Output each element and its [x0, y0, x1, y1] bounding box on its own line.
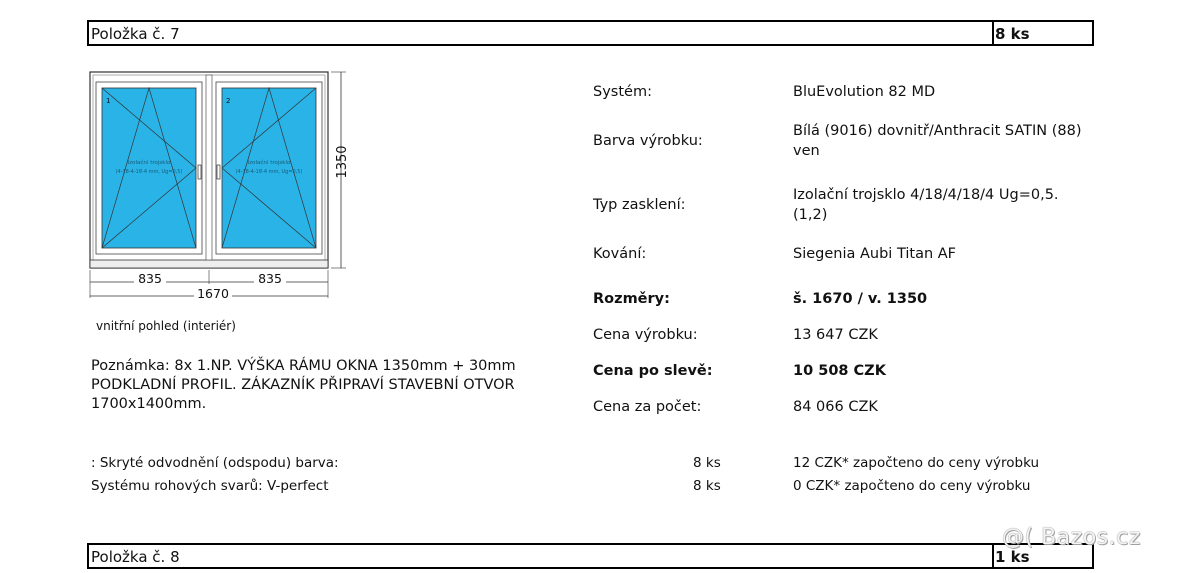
extra-price: 12 CZK* započteno do ceny výrobku	[793, 455, 1040, 471]
spec-value-hardware: Siegenia Aubi Titan AF	[793, 246, 957, 262]
spec-label-discount-price: Cena po slevě:	[593, 363, 713, 379]
item-note: Poznámka: 8x 1.NP. VÝŠKA RÁMU OKNA 1350mm + 30mm PODKLADNÍ PROFIL. ZÁKAZNÍK PŘIPRAVÍ STAVEBNÍ OTVOR 1700x1400mm.	[91, 358, 516, 412]
extra-qty: 8 ks	[693, 455, 721, 471]
extra-name: : Skryté odvodnění (odspodu) barva:	[91, 455, 339, 471]
spec-label-price: Cena výrobku:	[593, 327, 698, 343]
item-quantity: 8 ks	[995, 25, 1030, 43]
spec-label-glazing: Typ zasklení:	[593, 197, 686, 213]
watermark: @( Bazos.cz	[1002, 525, 1141, 550]
spec-value-price: 13 647 CZK	[793, 327, 878, 343]
dimension-right: 835	[258, 271, 282, 286]
glass-spec-left: (4-18-4-18-4 mm, Ug=0,5)	[115, 169, 183, 175]
view-caption: vnitřní pohled (interiér)	[96, 319, 236, 333]
window-drawing	[88, 70, 358, 310]
extra-price: 0 CZK* započteno do ceny výrobku	[793, 478, 1031, 494]
spec-value-glazing: Izolační trojsklo 4/18/4/18/4 Ug=0,5. (1,2)	[793, 187, 1059, 223]
qty-divider	[992, 543, 994, 569]
glass-label-left: Izolační trojsklo	[127, 160, 171, 166]
glass-label-right: Izolační trojsklo	[247, 160, 291, 166]
spec-label-system: Systém:	[593, 84, 652, 100]
spec-value-color: Bílá (9016) dovnitř/Anthracit SATIN (88) ven	[793, 123, 1082, 159]
extra-qty: 8 ks	[693, 478, 721, 494]
item-header-bar	[87, 20, 1094, 46]
spec-label-color: Barva výrobku:	[593, 133, 703, 149]
item-header-bar	[87, 543, 1094, 569]
spec-label-hardware: Kování:	[593, 246, 647, 262]
sash-number-left: 1	[106, 97, 111, 105]
item-title: Položka č. 7	[91, 25, 180, 43]
spec-value-dimensions: š. 1670 / v. 1350	[793, 291, 928, 307]
dimension-total: 1670	[197, 286, 229, 301]
spec-label-total-price: Cena za počet:	[593, 399, 702, 415]
extra-name: Systému rohových svarů: V-perfect	[91, 478, 329, 494]
spec-value-system: BluEvolution 82 MD	[793, 84, 936, 100]
spec-value-discount-price: 10 508 CZK	[793, 363, 886, 379]
qty-divider	[992, 20, 994, 46]
sash-number-right: 2	[226, 97, 231, 105]
dimension-left: 835	[138, 271, 162, 286]
glass-spec-right: (4-18-4-18-4 mm, Ug=0,5)	[235, 169, 303, 175]
spec-value-total-price: 84 066 CZK	[793, 399, 878, 415]
item-title: Položka č. 8	[91, 548, 180, 566]
dimension-height: 1350	[335, 145, 350, 179]
spec-label-dimensions: Rozměry:	[593, 291, 670, 307]
item-quantity: 1 ks	[995, 548, 1030, 566]
